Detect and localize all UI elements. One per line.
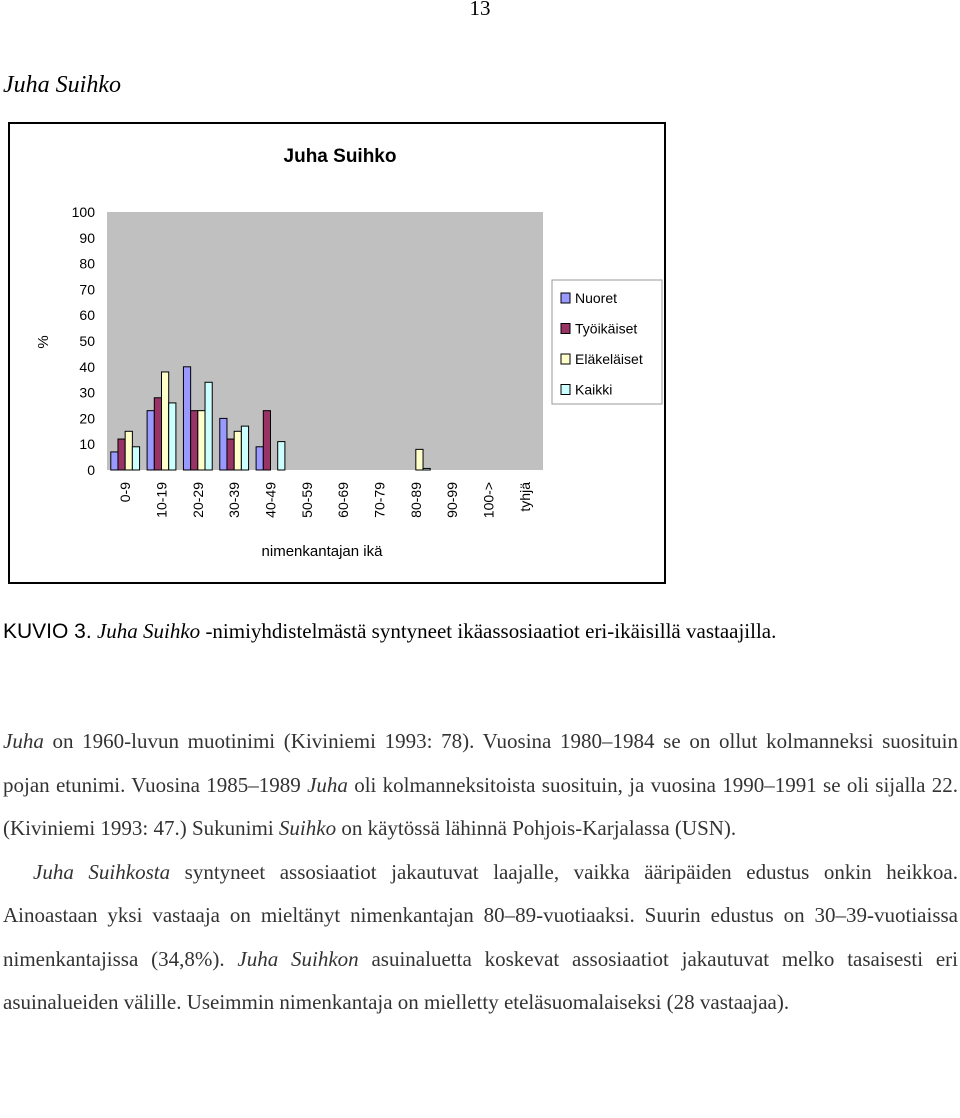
x-axis-label: nimenkantajan ikä [261,543,383,560]
paragraph-1 [3,720,958,851]
legend-swatch [561,293,570,303]
x-tick-label: 60-69 [335,482,352,518]
bar-eläkeläiset-80-89 [416,449,423,470]
bar-eläkeläiset-0-9 [125,431,132,470]
bar-nuoret-30-39 [220,418,227,470]
y-tick-label: 70 [79,281,95,298]
p1-surname: Suihko [278,816,337,840]
p1-text-2: oli kolmanneksitoista suosituin, ja vuosina 1990–1991 se oli sijalla 22. (Kiviniemi 1993: 47.) Sukunimi [3,772,958,840]
y-tick-label: 60 [79,307,95,324]
p1-name-2: Juha [307,772,348,797]
section-heading: Juha Suihko [3,72,121,98]
y-tick-label: 50 [79,333,95,349]
x-tick-label: 40-49 [262,482,279,518]
plot-area [72,204,543,518]
bar-nuoret-0-9 [111,452,118,470]
y-tick-label: 40 [79,358,95,375]
bar-kaikki-40-49 [278,442,285,470]
figure-caption [3,607,958,656]
p2-name: Juha Suihkosta [33,859,171,884]
chart-title: Juha Suihko [283,146,397,167]
legend-label: Kaikki [575,381,613,398]
bar-kaikki-80-89 [423,468,430,470]
bar-työikäiset-30-39 [227,439,234,470]
bar-kaikki-10-19 [169,403,176,470]
bar-kaikki-30-39 [241,426,248,470]
chart-frame [8,122,666,584]
bar-kaikki-20-29 [205,382,212,470]
bar-nuoret-10-19 [147,411,154,470]
legend-label: Työikäiset [575,320,638,337]
y-tick-label: 90 [79,229,95,246]
bar-työikäiset-0-9 [118,439,125,470]
y-tick-label: 100 [71,204,95,220]
p1-text-3: on käytössä lähinnä Pohjois-Karjalassa (USN). [336,816,737,840]
caption-text: -nimiyhdistelmästä syntyneet ikäassosiaatiot eri-ikäisillä vastaajilla. [205,619,777,643]
bar-työikäiset-20-29 [191,411,198,470]
bar-kaikki-0-9 [132,447,139,470]
page-number: 13 [469,0,491,20]
paragraph-2 [3,851,958,1025]
caption-label: KUVIO 3. [3,620,92,643]
legend-label: Nuoret [575,290,618,306]
p2-text-2: asuinaluetta koskevat assosiaatiot jakautuvat melko tasaisesti eri asuinalueiden välille. Useimmin nimenkantaja on mielletty eteläsuomalaiseksi (28 vastaajaa). [3,946,958,1014]
p1-text-1: on 1960-luvun muotinimi (Kiviniemi 1993: 78). Vuosina 1980–1984 se on ollut kolmanneksi suosituin pojan etunimi. Vuosina 1985–1989 [3,729,958,797]
legend-swatch [561,354,570,364]
y-tick-label: 0 [87,462,95,478]
y-tick-label: 10 [79,436,95,453]
bar-eläkeläiset-30-39 [234,431,241,470]
y-axis-label: % [35,335,52,349]
p1-name: Juha [3,729,44,753]
y-tick-label: 80 [79,255,95,272]
caption-name: Juha Suihko [96,619,201,643]
bar-eläkeläiset-20-29 [198,411,205,470]
y-tick-label: 30 [79,384,95,401]
bar-eläkeläiset-10-19 [162,372,169,470]
legend-label: Eläkeläiset [575,351,643,367]
p2-name-2: Juha Suihkon [237,946,359,971]
x-tick-label: 30-39 [226,482,243,518]
x-tick-label: 0-9 [117,482,134,503]
x-tick-label: 50-59 [298,482,315,518]
y-tick-label: 20 [79,410,95,427]
p2-text-1: syntyneet assosiaatiot jakautuvat laajalle, vaikka ääripäiden edustus onkin heikkoa. Ainoastaan yksi vastaaja on mieltänyt nimenkantajan 80–89-vuotiaaksi. Suurin edustus on 30–39-vuotiaissa nimenkantajissa (34,8%). [3,859,958,971]
bar-nuoret-40-49 [256,447,263,470]
bar-työikäiset-10-19 [154,398,161,470]
x-tick-label: 90-99 [444,482,461,518]
x-tick-label: 100-> [480,482,497,519]
x-tick-label: 70-79 [371,482,388,518]
x-tick-label: 10-19 [153,482,170,518]
legend [552,280,662,404]
bar-chart [10,124,664,582]
bar-työikäiset-40-49 [263,411,270,470]
body-text [3,720,958,1025]
legend-swatch [561,324,570,334]
x-tick-label: 20-29 [189,482,206,518]
legend-swatch [561,385,570,395]
x-tick-label: 80-89 [407,482,424,518]
bar-nuoret-20-29 [183,367,190,470]
x-tick-label: tyhjä [516,482,533,512]
